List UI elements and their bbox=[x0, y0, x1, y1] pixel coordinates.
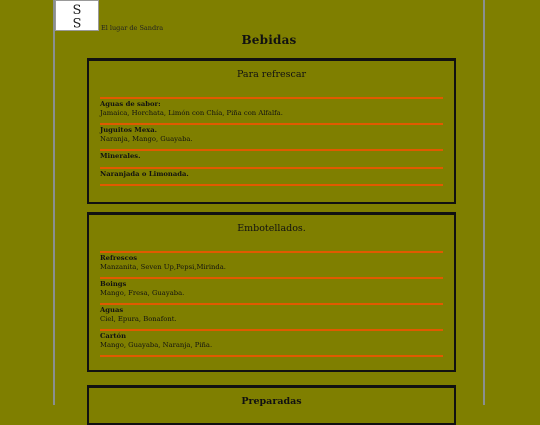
list-item bbox=[100, 167, 443, 187]
item-name: Cartón bbox=[100, 332, 127, 340]
item-description: Mango, Fresa, Guayaba. bbox=[100, 288, 185, 297]
logo[interactable] bbox=[55, 0, 99, 31]
page-container bbox=[53, 0, 485, 405]
list-item bbox=[100, 97, 443, 123]
item-name: Refrescos bbox=[100, 254, 138, 262]
list-item bbox=[100, 303, 443, 329]
list-item bbox=[100, 123, 443, 149]
item-name: Boings bbox=[100, 280, 127, 288]
section-card-preparadas bbox=[87, 385, 456, 425]
list-item bbox=[100, 277, 443, 303]
list-item bbox=[100, 149, 443, 167]
item-description: Naranja, Mango, Guayaba. bbox=[100, 134, 193, 143]
list-item bbox=[100, 329, 443, 357]
item-name: Juguitos Mexa. bbox=[100, 126, 157, 134]
section-title: Para refrescar bbox=[89, 60, 454, 91]
section-title: Embotellados. bbox=[89, 214, 454, 245]
section-card-embotellados bbox=[87, 212, 456, 372]
section-card-para-refrescar bbox=[87, 58, 456, 204]
page-title: Bebidas bbox=[241, 33, 297, 47]
logo-icon bbox=[56, 1, 98, 30]
item-description: Jamaica, Horchata, Limón con Chía, Piña con Alfalfa. bbox=[100, 108, 283, 117]
item-name: Aguas bbox=[100, 306, 124, 314]
list-item bbox=[100, 251, 443, 277]
svg-text:S: S bbox=[72, 3, 82, 18]
item-name: Aguas de sabor: bbox=[100, 100, 161, 108]
item-description: Ciel, Epura, Bonafont. bbox=[100, 314, 177, 323]
item-name: Minerales. bbox=[100, 152, 141, 160]
item-description: Mango, Guayaba, Naranja, Piña. bbox=[100, 340, 213, 349]
item-name: Naranjada o Limonada. bbox=[100, 169, 189, 178]
section-title: Preparadas bbox=[89, 387, 454, 418]
svg-text:S: S bbox=[72, 14, 82, 29]
item-description: Manzanita, Seven Up,Pepsi,Mirinda. bbox=[100, 262, 226, 271]
site-name: El lugar de Sandra bbox=[101, 24, 164, 32]
